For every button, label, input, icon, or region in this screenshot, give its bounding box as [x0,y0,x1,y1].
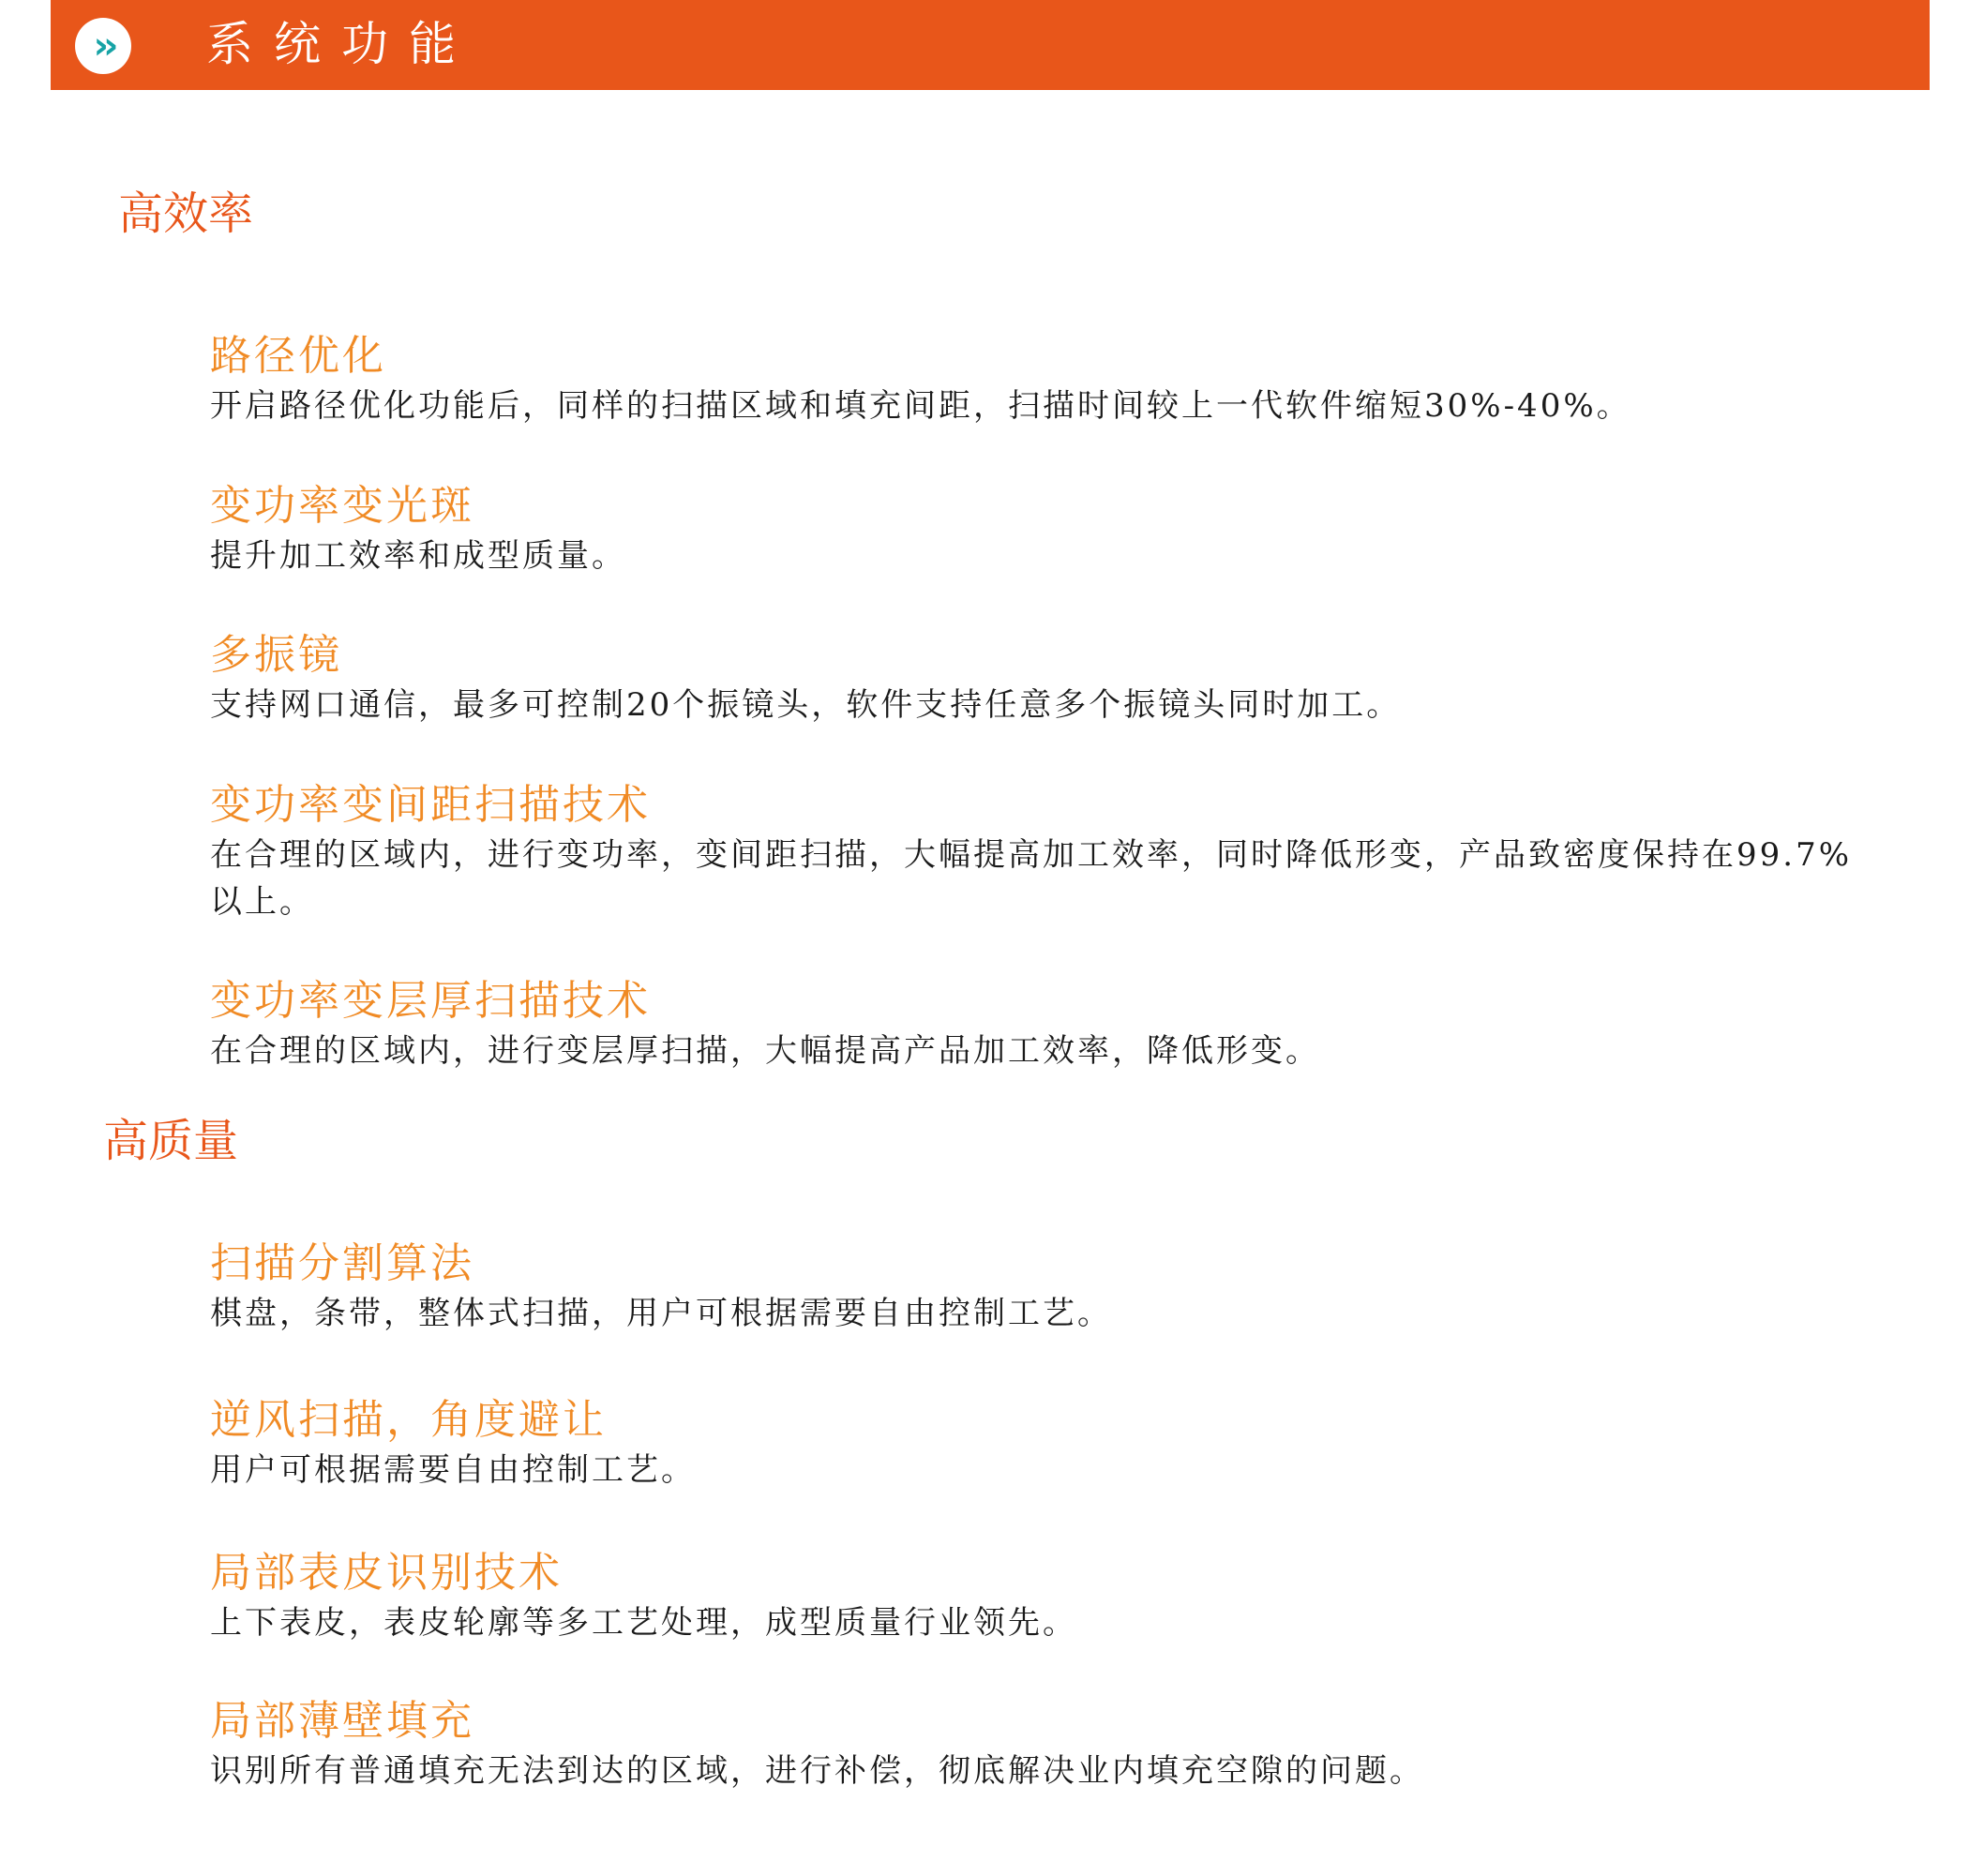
feature-upwind-scan [210,1394,1879,1493]
feature-title: 变功率变光斑 [210,482,474,530]
feature-description: 识别所有普通填充无法到达的区域，进行补偿，彻底解决业内填充空隙的问题。 [210,1752,1424,1790]
double-chevron-right-icon: ›› [75,18,131,74]
page-title: 系统功能 [206,17,476,71]
feature-description: 上下表皮，表皮轮廓等多工艺处理，成型质量行业领先。 [210,1604,1077,1642]
feature-title: 多振镜 [210,631,342,679]
feature-description: 棋盘，条带，整体式扫描，用户可根据需要自由控制工艺。 [210,1295,1112,1332]
feature-title: 局部表皮识别技术 [210,1549,563,1597]
feature-title: 扫描分割算法 [210,1239,474,1287]
feature-description: 在合理的区域内，进行变层厚扫描，大幅提高产品加工效率，降低形变。 [210,1032,1320,1070]
feature-path-optimization [210,330,1879,429]
section-title-high-quality: 高质量 [103,1115,239,1167]
feature-title: 变功率变间距扫描技术 [210,781,651,829]
feature-title: 逆风扫描，角度避让 [210,1396,607,1444]
feature-description: 开启路径优化功能后，同样的扫描区域和填充间距，扫描时间较上一代软件缩短30%-40%。 [210,387,1631,425]
feature-scan-partition [210,1238,1879,1337]
feature-title: 变功率变层厚扫描技术 [210,977,651,1025]
feature-description: 在合理的区域内，进行变功率，变间距扫描，大幅提高加工效率，同时降低形变，产品致密度保持在99.7%以上。 [210,836,1853,921]
feature-variable-power-spacing [210,779,1879,925]
feature-local-skin-recognition [210,1547,1879,1646]
feature-title: 局部薄壁填充 [210,1697,474,1745]
feature-thin-wall-fill [210,1695,1879,1794]
header-bar [51,0,1930,90]
feature-title: 路径优化 [210,332,386,380]
feature-description: 用户可根据需要自由控制工艺。 [210,1451,696,1489]
section-title-high-efficiency: 高效率 [118,188,254,240]
feature-multi-galvo [210,629,1879,728]
feature-description: 支持网口通信，最多可控制20个振镜头，软件支持任意多个振镜头同时加工。 [210,686,1402,724]
feature-variable-power-layer [210,975,1879,1074]
feature-variable-power-spot [210,480,1879,579]
feature-description: 提升加工效率和成型质量。 [210,537,626,575]
